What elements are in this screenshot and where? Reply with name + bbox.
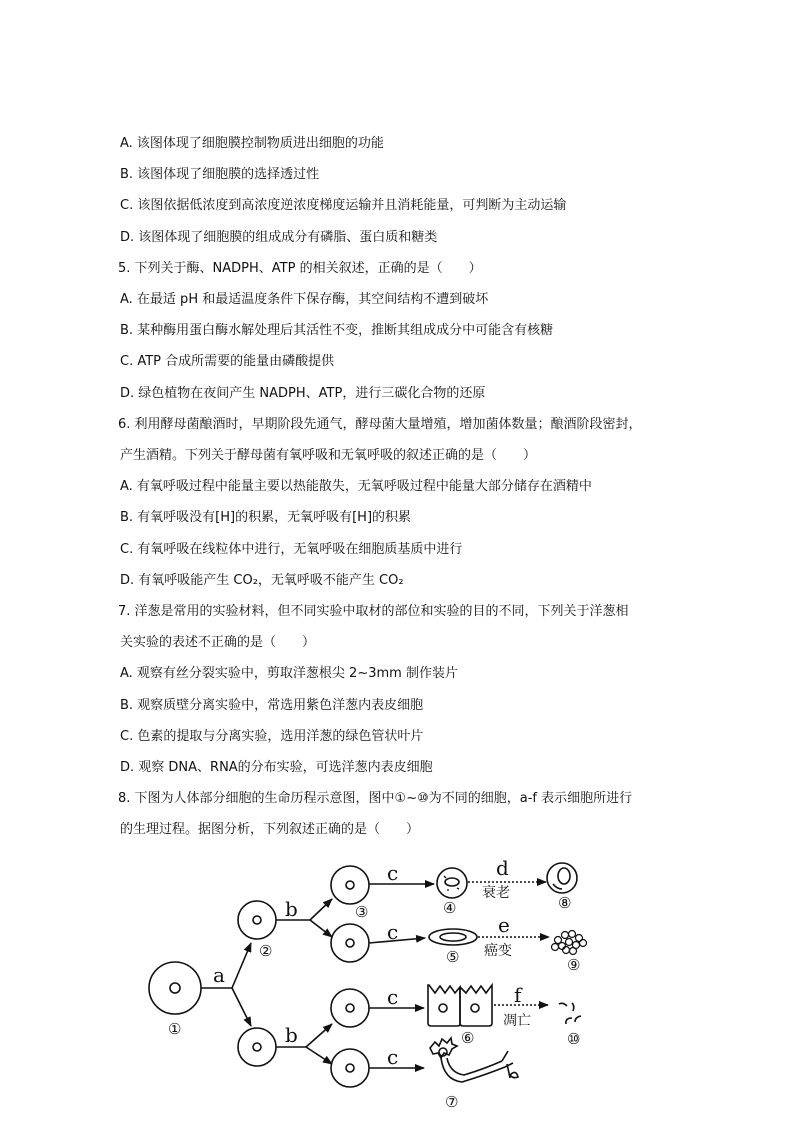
- cell-6-label: ⑥: [461, 1029, 475, 1047]
- cell-6: [428, 985, 492, 1026]
- text-line: 关实验的表述不正确的是（ ）: [120, 635, 316, 651]
- question-stem-line: 5. 下列关于酶、NADPH、ATP 的相关叙述，正确的是（ ）: [118, 260, 482, 276]
- cell-2-label: ②: [259, 942, 273, 960]
- label-aging: 衰老: [482, 885, 510, 901]
- cell-10-fragments: [559, 1003, 581, 1024]
- cell-b-top-2: [331, 924, 369, 962]
- text-line: D. 有氧呼吸能产生 CO₂，无氧呼吸不能产生 CO₂: [120, 572, 404, 588]
- text-line: A. 该图体现了细胞膜控制物质进出细胞的功能: [120, 136, 384, 151]
- text-line: C. 该图依据低浓度到高浓度逆浓度梯度运输并且消耗能量，可判断为主动运输: [120, 198, 567, 214]
- process-c-2: c: [387, 920, 399, 944]
- cell-b-bottom-2: [331, 1049, 369, 1087]
- text-line: B. 观察质壁分离实验中，常选用紫色洋葱内表皮细胞: [120, 697, 424, 713]
- cell-1-label: ①: [168, 1020, 182, 1038]
- text-line: B. 某种酶用蛋白酶水解处理后其活性不变，推断其组成成分中可能含有核糖: [120, 323, 554, 339]
- text-line: 的生理过程。据图分析，下列叙述正确的是（ ）: [120, 822, 420, 838]
- cell-8-label: ⑧: [558, 894, 572, 912]
- cell-2: [238, 901, 276, 939]
- text-line: C. 有氧呼吸在线粒体中进行，无氧呼吸在细胞质基质中进行: [120, 541, 463, 557]
- text-line: D. 该图体现了细胞膜的组成成分有磷脂、蛋白质和糖类: [120, 229, 438, 245]
- cell-b-bottom-1: [331, 989, 369, 1027]
- cell-9-cluster: [552, 931, 587, 955]
- cell-4: [437, 868, 467, 898]
- text-line: D. 观察 DNA、RNA的分布实验，可选洋葱内表皮细胞: [120, 760, 433, 775]
- question-stem-line: 8. 下图为人体部分细胞的生命历程示意图，图中①~⑩为不同的细胞，a-f 表示细胞所进行: [118, 791, 633, 807]
- text-line: C. 色素的提取与分离实验，选用洋葱的绿色管状叶片: [120, 728, 424, 744]
- process-d: d: [496, 856, 509, 880]
- label-apoptosis: 凋亡: [503, 1013, 531, 1029]
- cell-10-label: ⑩: [567, 1030, 581, 1048]
- text-line: A. 在最适 pH 和最适温度条件下保存酶，其空间结构不遭到破坏: [120, 292, 489, 307]
- process-c-3: c: [387, 985, 399, 1009]
- cell-9-label: ⑨: [567, 956, 581, 974]
- text-line: A. 观察有丝分裂实验中，剪取洋葱根尖 2~3mm 制作装片: [120, 666, 458, 682]
- process-b-top: b: [285, 897, 298, 921]
- cell-5: [429, 929, 477, 945]
- process-a: a: [213, 963, 225, 987]
- cell-2-lower: [238, 1028, 276, 1066]
- cell-5-label: ⑤: [446, 948, 460, 966]
- cell-4-label: ④: [443, 899, 457, 917]
- process-c-4: c: [387, 1045, 399, 1069]
- process-b-bottom: b: [285, 1023, 298, 1047]
- text-line: B. 有氧呼吸没有[H]的积累，无氧呼吸有[H]的积累: [120, 510, 412, 526]
- cell-3: [331, 866, 369, 904]
- cell-3-label: ③: [355, 903, 369, 921]
- question-stem-line: 6. 利用酵母菌酿酒时，早期阶段先通气，酵母菌大量增殖，增加菌体数量；酿酒阶段密封，: [118, 416, 642, 432]
- cell-1: [149, 962, 201, 1014]
- text-line: D. 绿色植物在夜间产生 NADPH、ATP，进行三碳化合物的还原: [120, 385, 486, 401]
- text-line: 产生酒精。下列关于酵母菌有氧呼吸和无氧呼吸的叙述正确的是（ ）: [120, 448, 537, 463]
- text-line: B. 该图体现了细胞膜的选择透过性: [120, 167, 320, 183]
- process-e: e: [498, 913, 510, 937]
- label-cancer: 癌变: [484, 943, 512, 959]
- text-line: A. 有氧呼吸过程中能量主要以热能散失，无氧呼吸过程中能量大部分储存在酒精中: [120, 479, 592, 495]
- process-c-1: c: [387, 861, 399, 885]
- cell-7-label: ⑦: [445, 1093, 459, 1111]
- question-stem-line: 7. 洋葱是常用的实验材料，但不同实验中取材的部位和实验的目的不同，下列关于洋葱相: [118, 604, 629, 619]
- text-line: C. ATP 合成所需要的能量由磷酸提供: [120, 354, 335, 370]
- process-f: f: [514, 983, 522, 1007]
